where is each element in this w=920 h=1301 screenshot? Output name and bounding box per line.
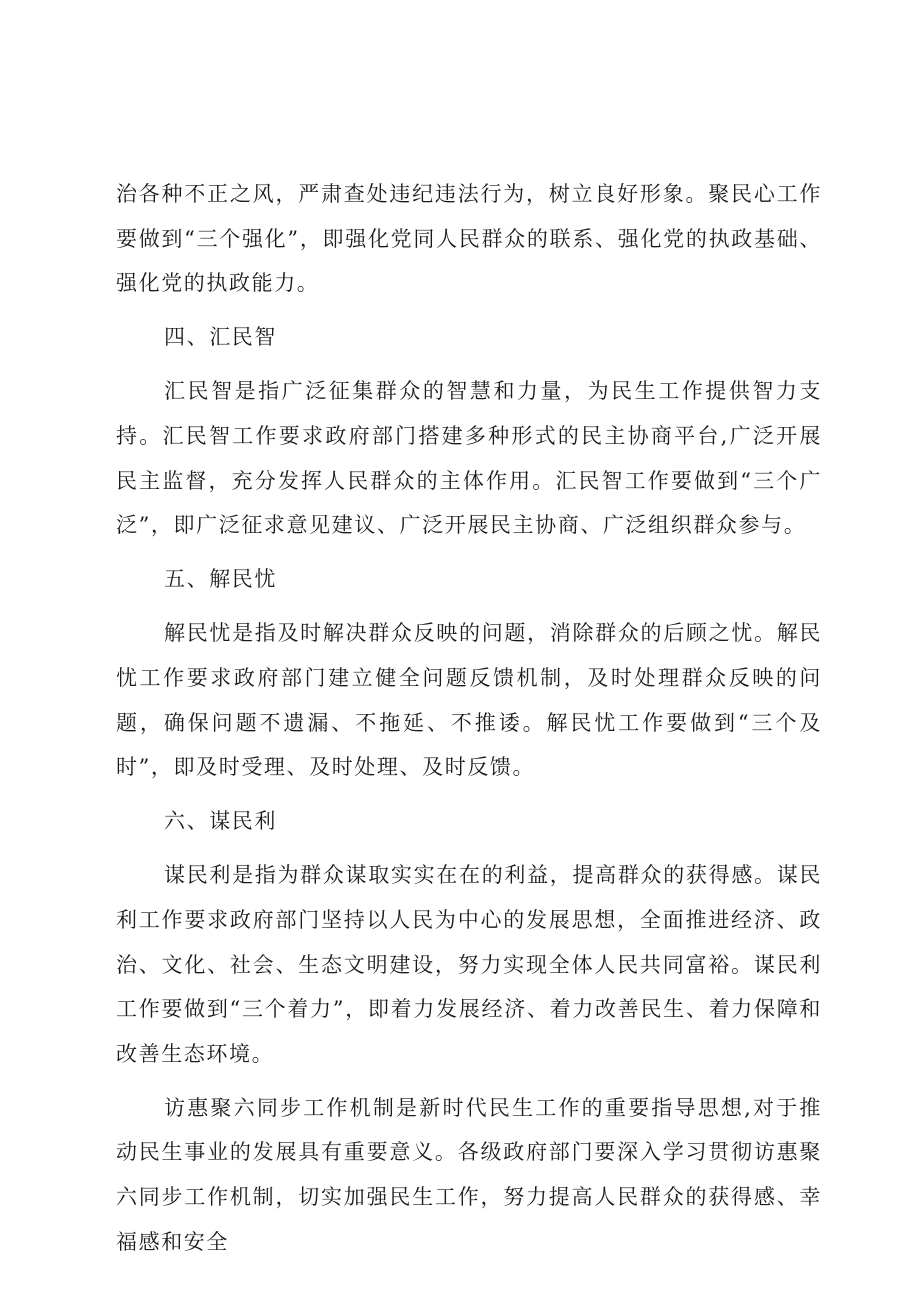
section-heading-six: 六、谋民利 [164, 809, 277, 834]
section-heading-five: 五、解民忧 [164, 567, 277, 592]
paragraph-jieminyou: 解民忧是指及时解决群众反映的问题，消除群众的后顾之忧。解民忧工作要求政府部门建立健全问题反馈机制，及时处理群众反映的问题，确保问题不遗漏、不拖延、不推诿。解民忧工作要做到“三个及时”，即及时受理、及时处理、及时反馈。 [116, 621, 822, 780]
paragraph-continuation: 治各种不正之风，严肃查处违纪违法行为，树立良好形象。聚民心工作要做到“三个强化”，即强化党同人民群众的联系、强化党的执政基础、强化党的执政能力。 [116, 182, 822, 296]
paragraph-mouminli: 谋民利是指为群众谋取实实在在的利益，提高群众的获得感。谋民利工作要求政府部门坚持以人民为中心的发展思想，全面推进经济、政治、文化、社会、生态文明建设，努力实现全体人民共同富裕。谋民利工作要做到“三个着力”，即着力发展经济、着力改善民生、着力保障和改善生态环境。 [116, 863, 822, 1066]
section-heading-four: 四、汇民智 [164, 325, 277, 350]
document-body [116, 172, 822, 1274]
paragraph-huiminzhi: 汇民智是指广泛征集群众的智慧和力量，为民生工作提供智力支持。汇民智工作要求政府部门搭建多种形式的民主协商平台,广泛开展民主监督，充分发挥人民群众的主体作用。汇民智工作要做到“三个广泛”，即广泛征求意见建议、广泛开展民主协商、广泛组织群众参与。 [116, 379, 822, 538]
paragraph-conclusion: 访惠聚六同步工作机制是新时代民生工作的重要指导思想,对于推动民生事业的发展具有重要意义。各级政府部门要深入学习贯彻访惠聚六同步工作机制，切实加强民生工作，努力提高人民群众的获得感、幸福感和安全 [116, 1095, 822, 1254]
